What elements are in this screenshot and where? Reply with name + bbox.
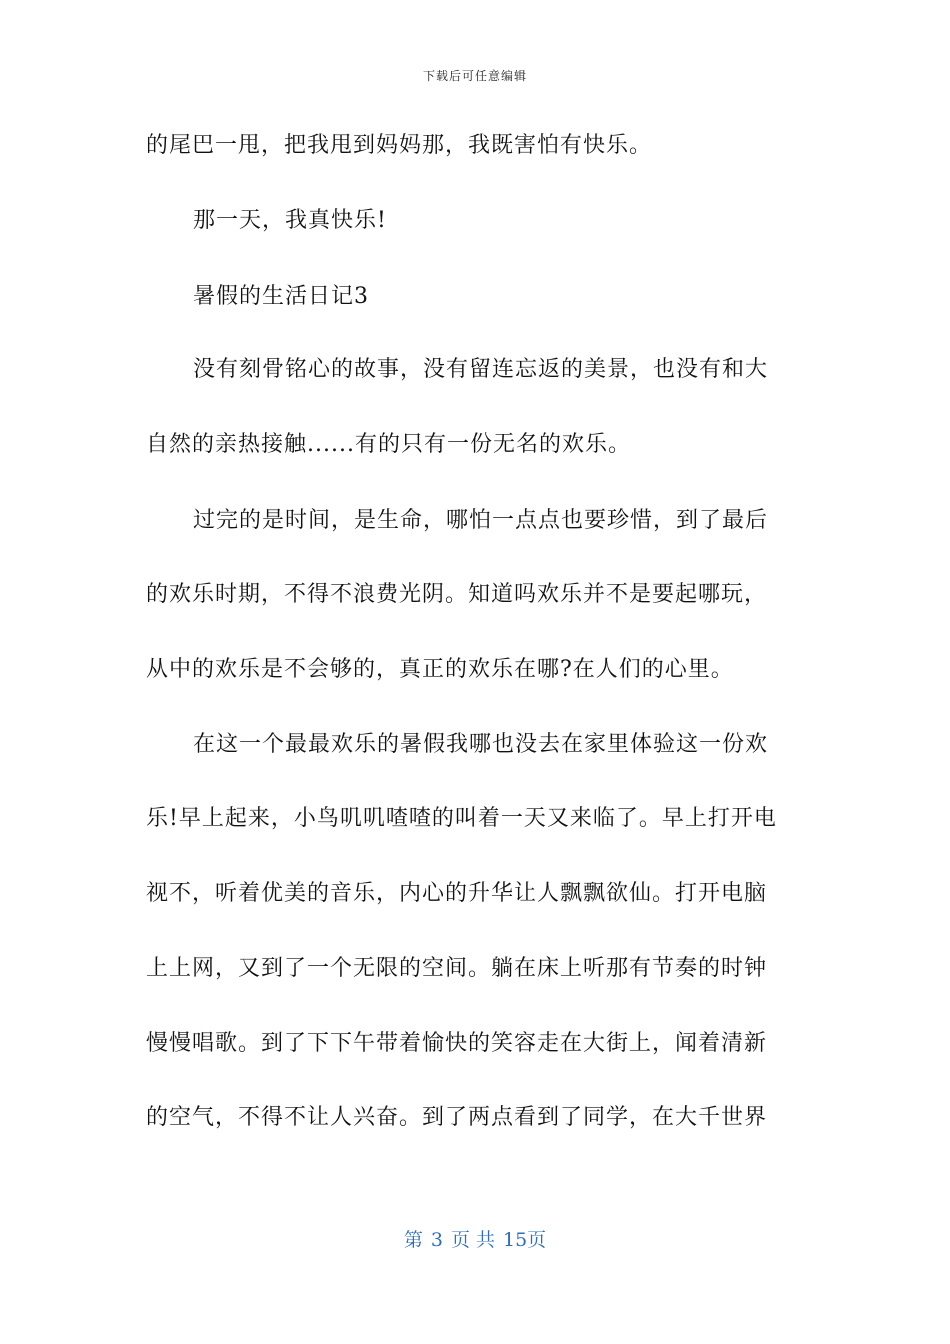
text-line: 过完的是时间，是生命，哪怕一点点也要珍惜，到了最后 bbox=[193, 508, 769, 533]
text-line: 没有刻骨铭心的故事，没有留连忘返的美景，也没有和大 bbox=[193, 357, 769, 382]
text-line: 的空气，不得不让人兴奋。到了两点看到了同学，在大千世界 bbox=[146, 1105, 768, 1130]
footer-middle: 页 共 bbox=[450, 1229, 495, 1251]
text-line: 的尾巴一甩，把我甩到妈妈那，我既害怕有快乐。 bbox=[146, 133, 653, 158]
text-line: 视不，听着优美的音乐，内心的升华让人飘飘欲仙。打开电脑 bbox=[146, 881, 768, 906]
text-line: 自然的亲热接触......有的只有一份无名的欢乐。 bbox=[146, 432, 631, 457]
text-line: 上上网，又到了一个无限的空间。躺在床上听那有节奏的时钟 bbox=[146, 956, 768, 981]
text-line: 那一天，我真快乐! bbox=[193, 208, 387, 233]
text-line: 从中的欢乐是不会够的，真正的欢乐在哪?在人们的心里。 bbox=[146, 657, 734, 682]
page-footer bbox=[0, 1225, 950, 1252]
page-header: 下载后可任意编辑 bbox=[422, 69, 527, 83]
section-heading: 暑假的生活日记3 bbox=[193, 284, 369, 309]
footer-current-page: 3 bbox=[430, 1229, 443, 1251]
text-line: 在这一个最最欢乐的暑假我哪也没去在家里体验这一份欢 bbox=[193, 732, 769, 757]
text-line: 的欢乐时期，不得不浪费光阴。知道吗欢乐并不是要起哪玩， bbox=[146, 582, 768, 607]
text-line: 乐!早上起来，小鸟叽叽喳喳的叫着一天又来临了。早上打开电 bbox=[146, 806, 777, 831]
text-line: 慢慢唱歌。到了下下午带着愉快的笑容走在大街上，闻着清新 bbox=[146, 1031, 768, 1056]
footer-prefix: 第 bbox=[403, 1229, 423, 1251]
footer-total-pages: 15页 bbox=[502, 1229, 547, 1251]
